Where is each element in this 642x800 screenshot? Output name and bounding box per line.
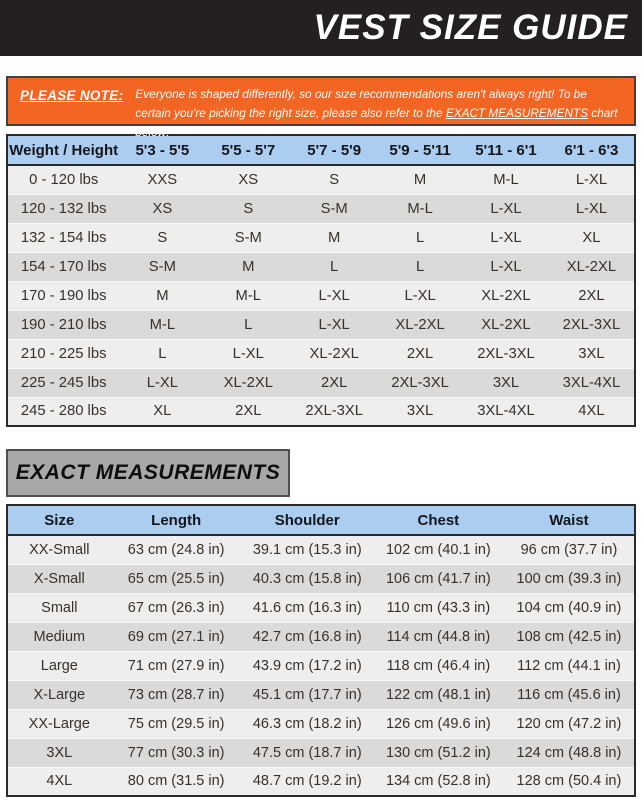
recommended-size-cell: XL-2XL [481, 316, 531, 333]
recommended-size-cell: XL-2XL [309, 345, 359, 362]
measurement-value-cell: 114 cm (44.8 in) [386, 628, 491, 645]
recommended-size-cell: L-XL [490, 229, 522, 246]
recommended-size-cell: 2XL-3XL [477, 345, 535, 362]
size-chart-column-header: 5'5 - 5'7 [205, 135, 291, 165]
measurement-value-cell: 102 cm (40.1 in) [385, 541, 491, 558]
measurement-value-cell: 39.1 cm (15.3 in) [252, 541, 362, 558]
measurement-value-cell: 46.3 cm (18.2 in) [252, 715, 362, 732]
recommended-size-cell: 2XL-3XL [305, 403, 363, 420]
recommended-size-cell: XL-2XL [223, 374, 273, 391]
recommended-size-cell: S [329, 171, 340, 188]
size-chart-row [7, 165, 635, 194]
weight-range-cell: 120 - 132 lbs [20, 200, 107, 217]
header-bar [0, 0, 642, 56]
measurements-column-header: Shoulder [242, 505, 373, 535]
measurement-value-cell: 73 cm (28.7 in) [127, 686, 225, 703]
measurements-row [7, 622, 635, 651]
measurements-row [7, 593, 635, 622]
recommended-size-cell: 3XL-4XL [562, 374, 621, 391]
size-chart-row [7, 252, 635, 281]
measurement-value-cell: 110 cm (43.3 in) [386, 599, 491, 616]
recommended-size-cell: M [413, 171, 427, 188]
recommended-size-cell: 2XL-3XL [562, 316, 621, 333]
size-name-cell: Medium [33, 628, 86, 645]
measurement-value-cell: 67 cm (26.3 in) [127, 599, 225, 616]
measurement-value-cell: 43.9 cm (17.2 in) [252, 657, 362, 674]
measurements-row [7, 680, 635, 709]
measurement-value-cell: 100 cm (39.3 in) [516, 570, 622, 587]
recommended-size-cell: L [415, 229, 425, 246]
size-name-cell: X-Large [33, 686, 86, 703]
weight-range-cell: 0 - 120 lbs [29, 171, 99, 188]
size-chart-table [6, 134, 636, 427]
measurements-column-header: Waist [504, 505, 635, 535]
recommended-size-cell: XL-2XL [566, 258, 617, 275]
recommended-size-cell: XS [238, 171, 259, 188]
size-chart-column-header: 5'11 - 6'1 [463, 135, 549, 165]
measurement-value-cell: 116 cm (45.6 in) [517, 686, 621, 703]
recommended-size-cell: 3XL [578, 345, 605, 362]
recommended-size-cell: L-XL [146, 374, 178, 391]
recommended-size-cell: L-XL [490, 200, 522, 217]
measurement-value-cell: 69 cm (27.1 in) [127, 628, 225, 645]
recommended-size-cell: M-L [407, 200, 433, 217]
recommended-size-cell: L [158, 345, 167, 362]
weight-range-cell: 225 - 245 lbs [20, 374, 107, 391]
recommended-size-cell: 2XL [406, 345, 434, 362]
recommended-size-cell: L [244, 316, 253, 333]
measurements-row [7, 738, 635, 767]
measurement-value-cell: 120 cm (47.2 in) [516, 715, 622, 732]
note-exact-measurements-reference: EXACT MEASUREMENTS [445, 105, 589, 120]
recommended-size-cell: 3XL-4XL [477, 403, 535, 420]
note-text-after: chart below! [135, 105, 618, 139]
page-title: VEST SIZE GUIDE [313, 8, 628, 47]
measurements-column-header: Length [111, 505, 242, 535]
note-banner [6, 76, 636, 139]
measurements-table [6, 504, 636, 797]
weight-range-cell: 190 - 210 lbs [20, 316, 107, 333]
recommended-size-cell: XL-2XL [395, 316, 445, 333]
measurement-value-cell: 104 cm (40.9 in) [516, 599, 622, 616]
note-text [135, 85, 624, 142]
size-chart-row [7, 368, 635, 397]
measurement-value-cell: 106 cm (41.7 in) [385, 570, 491, 587]
measurement-value-cell: 126 cm (49.6 in) [385, 715, 491, 732]
measurements-column-header: Chest [373, 505, 504, 535]
measurement-value-cell: 63 cm (24.8 in) [127, 541, 225, 558]
recommended-size-cell: 3XL [406, 403, 434, 420]
measurement-value-cell: 124 cm (48.8 in) [516, 744, 622, 761]
size-chart-column-header: Weight / Height [7, 135, 119, 165]
recommended-size-cell: S [243, 200, 254, 217]
recommended-size-cell: L [415, 258, 425, 275]
size-name-cell: Large [40, 657, 78, 674]
size-chart-row [7, 310, 635, 339]
recommended-size-cell: S-M [148, 258, 176, 275]
recommended-size-cell: XL [153, 403, 172, 420]
measurements-column-header: Size [7, 505, 111, 535]
measurements-row [7, 709, 635, 738]
size-chart-column-header: 5'9 - 5'11 [377, 135, 463, 165]
recommended-size-cell: 4XL [578, 403, 605, 420]
size-name-cell: Small [41, 599, 78, 616]
measurement-value-cell: 80 cm (31.5 in) [127, 773, 225, 790]
recommended-size-cell: L-XL [490, 258, 522, 275]
note-label: PLEASE NOTE: [20, 88, 124, 103]
recommended-size-cell: M [242, 258, 255, 275]
measurement-value-cell: 96 cm (37.7 in) [520, 541, 618, 558]
recommended-size-cell: L-XL [575, 171, 608, 188]
recommended-size-cell: M-L [493, 171, 519, 188]
measurement-value-cell: 122 cm (48.1 in) [385, 686, 491, 703]
measurement-value-cell: 71 cm (27.9 in) [127, 657, 225, 674]
recommended-size-cell: M [328, 229, 341, 246]
measurements-row [7, 651, 635, 680]
size-chart-row [7, 339, 635, 368]
size-chart-row [7, 281, 635, 310]
recommended-size-cell: M [156, 287, 169, 304]
exact-measurements-heading: EXACT MEASUREMENTS [6, 449, 290, 497]
measurements-header-row [7, 505, 635, 535]
recommended-size-cell: 2XL-3XL [391, 374, 449, 391]
recommended-size-cell: 2XL [235, 403, 262, 420]
note-text-before: Everyone is shaped differently, so our size recommendations aren't always right! To be certain you're picking the right size, please also refer to the [135, 87, 587, 120]
measurements-row [7, 535, 635, 564]
size-chart-row [7, 397, 635, 426]
weight-range-cell: 170 - 190 lbs [20, 287, 107, 304]
recommended-size-cell: L-XL [575, 200, 608, 217]
measurement-value-cell: 42.7 cm (16.8 in) [252, 628, 362, 645]
size-chart-column-header: 6'1 - 6'3 [549, 135, 635, 165]
weight-range-cell: 154 - 170 lbs [20, 258, 107, 275]
measurement-value-cell: 134 cm (52.8 in) [385, 773, 491, 790]
recommended-size-cell: S [157, 229, 168, 246]
measurement-value-cell: 118 cm (46.4 in) [386, 657, 491, 674]
recommended-size-cell: L-XL [232, 345, 264, 362]
weight-range-cell: 132 - 154 lbs [20, 229, 107, 246]
recommended-size-cell: XXS [147, 171, 178, 188]
measurement-value-cell: 48.7 cm (19.2 in) [252, 773, 362, 790]
measurement-value-cell: 40.3 cm (15.8 in) [252, 570, 362, 587]
measurement-value-cell: 41.6 cm (16.3 in) [252, 599, 362, 616]
recommended-size-cell: L-XL [404, 287, 436, 304]
measurement-value-cell: 112 cm (44.1 in) [517, 657, 621, 674]
size-chart-row [7, 194, 635, 223]
weight-range-cell: 245 - 280 lbs [20, 403, 107, 420]
size-name-cell: 4XL [46, 773, 73, 790]
size-chart-row [7, 223, 635, 252]
measurement-value-cell: 130 cm (51.2 in) [385, 744, 491, 761]
measurement-value-cell: 77 cm (30.3 in) [127, 744, 225, 761]
size-name-cell: 3XL [46, 744, 73, 761]
measurement-value-cell: 45.1 cm (17.7 in) [252, 686, 362, 703]
measurements-row [7, 564, 635, 593]
size-chart-column-header: 5'3 - 5'5 [119, 135, 205, 165]
recommended-size-cell: L-XL [318, 316, 350, 333]
measurement-value-cell: 47.5 cm (18.7 in) [252, 744, 362, 761]
recommended-size-cell: L [330, 258, 339, 275]
size-name-cell: X-Small [33, 570, 85, 587]
recommended-size-cell: S-M [320, 200, 348, 217]
recommended-size-cell: 2XL [321, 374, 348, 391]
recommended-size-cell: XL-2XL [481, 287, 531, 304]
recommended-size-cell: M-L [235, 287, 261, 304]
size-name-cell: XX-Small [29, 541, 90, 558]
recommended-size-cell: XS [152, 200, 173, 217]
size-name-cell: XX-Large [28, 715, 90, 732]
recommended-size-cell: 3XL [492, 374, 520, 391]
recommended-size-cell: L-XL [318, 287, 350, 304]
recommended-size-cell: XL [582, 229, 601, 246]
recommended-size-cell: S-M [234, 229, 262, 246]
recommended-size-cell: 2XL [578, 287, 605, 304]
measurement-value-cell: 128 cm (50.4 in) [516, 773, 622, 790]
measurement-value-cell: 108 cm (42.5 in) [516, 628, 622, 645]
measurement-value-cell: 65 cm (25.5 in) [127, 570, 225, 587]
weight-range-cell: 210 - 225 lbs [20, 345, 107, 362]
size-chart-column-header: 5'7 - 5'9 [291, 135, 377, 165]
measurement-value-cell: 75 cm (29.5 in) [127, 715, 225, 732]
recommended-size-cell: M-L [149, 316, 176, 333]
measurements-row [7, 767, 635, 796]
